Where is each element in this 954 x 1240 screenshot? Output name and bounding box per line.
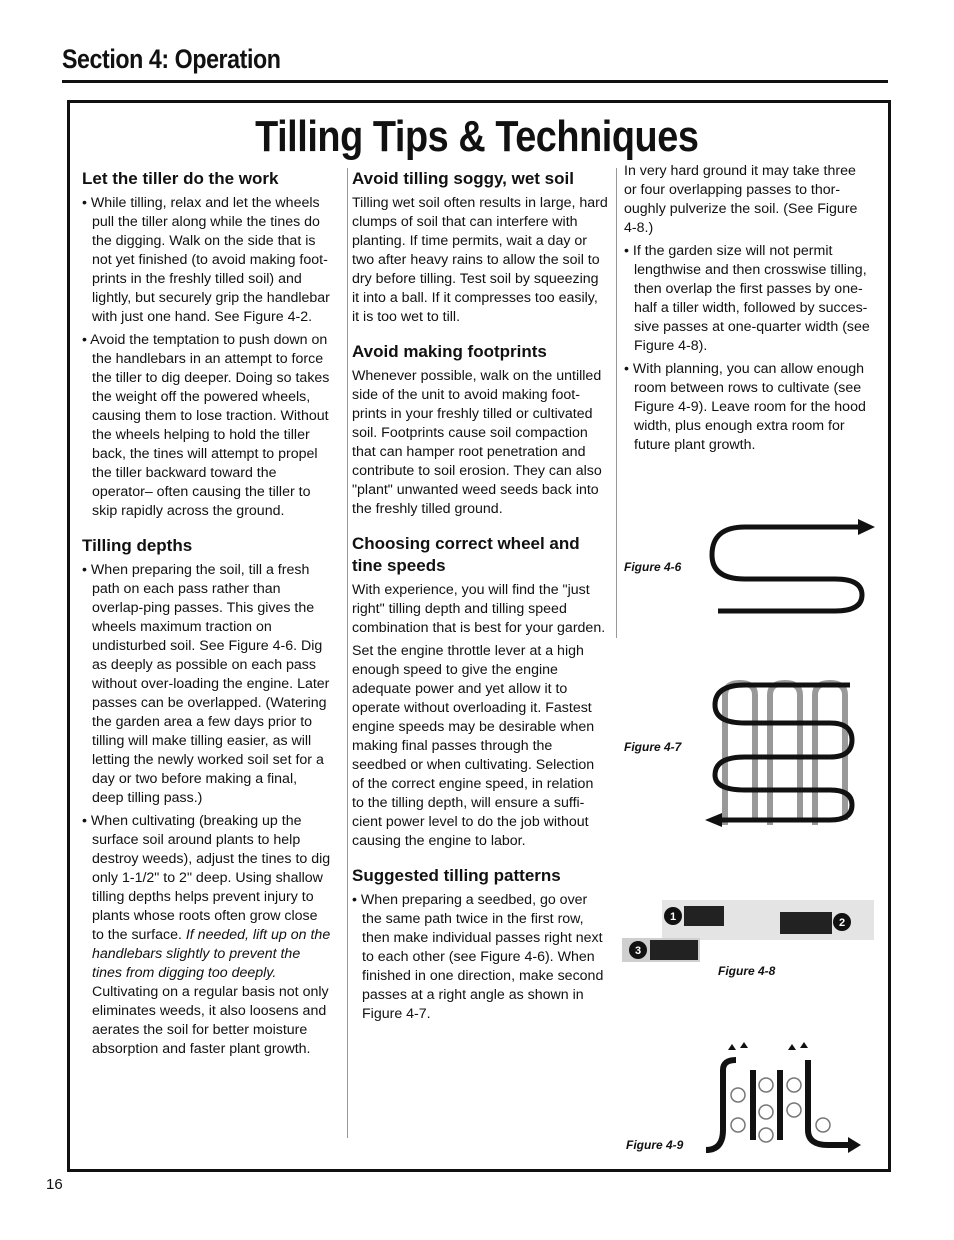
- section-title: Section 4: Operation: [62, 44, 281, 74]
- figure-4-6-diagram: [690, 515, 880, 620]
- figure-4-8-diagram: [620, 900, 876, 965]
- paragraph: • While tilling, relax and let the wheels pull the tiller along while the tines do the digging. Walk on the side that is not yet finished (to avoid making foot-prints in the freshly tilled soil) and lightly, but securely grip the handlebar with just one hand. See Figure 4-2.: [82, 195, 330, 325]
- figure-4-9-diagram: [698, 1040, 863, 1155]
- figure-4-7-diagram: [700, 675, 860, 830]
- section-rule: [62, 80, 888, 83]
- column-1: [82, 162, 332, 1063]
- heading-avoid-footprints: Avoid making footprints: [352, 342, 547, 361]
- pass-2-number: 2: [838, 917, 846, 929]
- page-title-text: Tilling Tips & Techniques: [255, 112, 699, 161]
- paragraph: With experience, you will find the "just right" tilling depth and tilling speed combination that is best for your garden.: [352, 582, 606, 636]
- figure-4-7-label: Figure 4-7: [624, 740, 682, 754]
- heading-avoid-wet-soil: Avoid tilling soggy, wet soil: [352, 169, 574, 188]
- pass-1-number: 1: [669, 911, 677, 923]
- page-title: [0, 112, 954, 162]
- text-run: Cultivating on a regular basis not only eliminates weeds, it also loosens and aerates the soil for better moisture absorption and faster plant growth.: [92, 984, 329, 1057]
- pass-3-number: 3: [634, 945, 642, 957]
- heading-wheel-tine-speeds: Choosing correct wheel and tine speeds: [352, 534, 580, 575]
- column-divider-2: [616, 168, 617, 638]
- text-run: • When cultivating (breaking up the surface soil around plants to help destroy weeds), adjust the tines to dig only 1-1/2" to 2" deep. Using shallow tilling depths helps prevent injury to plants whose roots often grow close to the surface.: [82, 813, 331, 943]
- paragraph: Tilling wet soil often results in large, hard clumps of soil that can interfere with planting. If time permits, wait a day or two after heavy rains to allow the soil to dry before tilling. Test soil by squeezing it into a ball. If it compresses too easily, it is too wet to till.: [352, 195, 608, 325]
- paragraph: • When preparing a seedbed, go over the same path twice in the first row, then make individual passes right next to each other (see Figure 4-6). When finished in one direction, make second passes at a right angle as shown in Figure 4-7.: [352, 892, 604, 1022]
- paragraph: In very hard ground it may take three or four overlapping passes to thor-oughly pulverize the soil. (See Figure 4-8.): [624, 163, 858, 236]
- paragraph: Set the engine throttle lever at a high enough speed to give the engine adequate power and yet allow it to operate without overloading it. Fastest engine speeds may be desirable when making final passes through the seedbed or when cultivating. Selection of the correct engine speed, in relation to the tilling depth, will ensure a suffi-cient power level to do the job without causing the engine to labor.: [352, 643, 595, 849]
- column-3: [624, 162, 872, 459]
- heading-tilling-depths: Tilling depths: [82, 536, 193, 555]
- figure-4-6-label: Figure 4-6: [624, 560, 682, 574]
- paragraph: • When preparing the soil, till a fresh path on each pass rather than overlap-ping passes. This gives the wheels maximum traction on undisturbed soil. See Figure 4-6. Dig as deeply as possible on each pass without over-loading the engine. Later passes can be overlapped. (Watering the garden area a few days prior to tilling will make tilling easier, as will letting the newly worked soil set for a day or two before making a final, deep tilling pass.): [82, 562, 330, 806]
- paragraph: Whenever possible, walk on the untilled side of the unit to avoid making foot-prints in your freshly tilled or cultivated soil. Footprints cause soil compaction that can hamper root penetration and contribute to soil erosion. They can also "plant" unwanted weed seeds back into the freshly tilled ground.: [352, 368, 602, 517]
- heading-tilling-patterns: Suggested tilling patterns: [352, 866, 561, 885]
- column-2: [352, 162, 608, 1028]
- paragraph: • With planning, you can allow enough room between rows to cultivate (see Figure 4-9). Leave room for the hood width, plus enough extra room for future plant growth.: [624, 361, 866, 453]
- paragraph: • Avoid the temptation to push down on the handlebars in an attempt to force the tiller to dig deeper. Doing so takes the weight off the powered wheels, causing them to lose traction. Without the wheels helping to hold the tiller back, the tines will attempt to propel the tiller backward toward the operator– often causing the tiller to skip rapidly across the ground.: [82, 332, 330, 519]
- figure-4-9-label: Figure 4-9: [626, 1138, 684, 1152]
- paragraph: • If the garden size will not permit lengthwise and then crosswise tilling, then overlap the first passes by one-half a tiller width, followed by succes-sive passes at one-quarter width (see Figure 4-8).: [624, 243, 870, 354]
- paragraph: [82, 812, 332, 1059]
- italic-text-run: If needed, lift up on the handlebars slightly to prevent the tines from digging too deeply.: [92, 927, 331, 981]
- column-divider-1: [347, 168, 348, 1138]
- figure-4-8-label: Figure 4-8: [718, 964, 776, 978]
- page-number: 16: [46, 1176, 63, 1193]
- heading-let-tiller-work: Let the tiller do the work: [82, 169, 279, 188]
